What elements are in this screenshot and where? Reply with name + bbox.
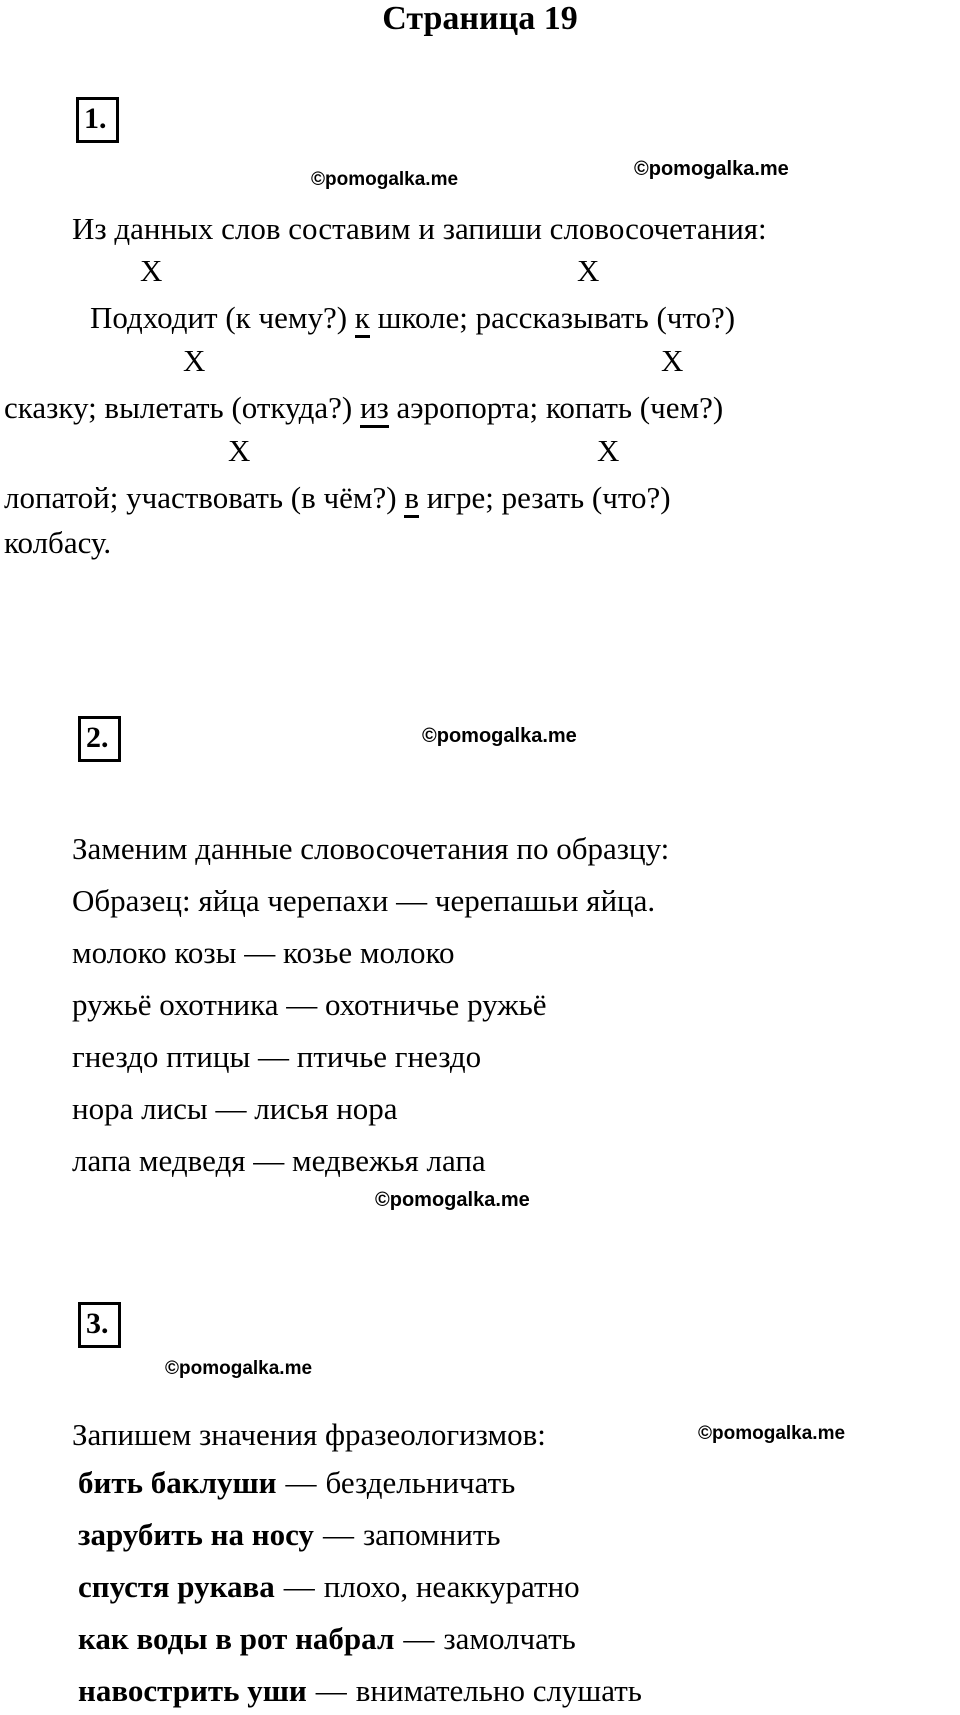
idiom-phrase: как воды в рот набрал [78, 1621, 395, 1656]
exercise1-number: 1. [84, 102, 107, 135]
dash-separator: — [403, 1621, 435, 1656]
dash-separator: — [322, 1517, 354, 1552]
text-segment: игре; резать (что?) [418, 480, 671, 515]
ex2-task: Заменим данные словосочетания по образцу: [72, 831, 670, 866]
ex3-item [78, 1516, 501, 1554]
idiom-meaning: замолчать [443, 1621, 576, 1656]
exercise2-number-box [78, 716, 121, 762]
watermark: ©pomogalka.me [634, 158, 789, 180]
x-marker: Х [577, 253, 600, 288]
watermark: ©pomogalka.me [422, 725, 577, 747]
x-marker: Х [183, 343, 206, 378]
underlined-preposition: к [355, 300, 370, 338]
ex1-line-kolbasu: колбасу. [4, 525, 112, 560]
ex2-pair: лапа медведя — медвежья лапа [72, 1143, 486, 1178]
dash-separator: — [283, 1569, 315, 1604]
ex3-item [78, 1620, 576, 1658]
x-marker: Х [228, 433, 251, 468]
text-segment: сказку; вылетать (откуда?) [4, 390, 360, 425]
idiom-phrase: спустя рукава [78, 1569, 275, 1604]
ex1-line-skazku [4, 389, 723, 427]
ex3-task: Запишем значения фразеологизмов: [72, 1417, 546, 1452]
watermark: ©pomogalka.me [165, 1358, 313, 1379]
watermark: ©pomogalka.me [311, 169, 459, 190]
idiom-phrase: бить баклуши [78, 1465, 277, 1500]
ex3-item [78, 1464, 515, 1502]
idiom-meaning: запомнить [362, 1517, 501, 1552]
idiom-meaning: бездельничать [325, 1465, 516, 1500]
idiom-phrase: зарубить на носу [78, 1517, 314, 1552]
ex1-line-lopatoy [4, 479, 671, 517]
underlined-preposition: в [404, 480, 419, 518]
dash-separator: — [285, 1465, 317, 1500]
text-segment: школе; рассказывать (что?) [369, 300, 736, 335]
ex2-pair: молоко козы — козье молоко [72, 935, 455, 970]
ex2-pair: нора лисы — лисья нора [72, 1091, 398, 1126]
x-marker: Х [597, 433, 620, 468]
text-segment: лопатой; участвовать (в чём?) [4, 480, 405, 515]
text-segment: аэропорта; копать (чем?) [388, 390, 724, 425]
exercise2-number: 2. [86, 721, 109, 754]
watermark: ©pomogalka.me [698, 1423, 846, 1444]
text-segment: Подходит (к чему?) [90, 300, 355, 335]
page-title: Страница 19 [382, 0, 578, 37]
exercise3-number: 3. [86, 1307, 109, 1340]
ex2-pair: ружьё охотника — охотничье ружьё [72, 987, 547, 1022]
ex2-pair: гнездо птицы — птичье гнездо [72, 1039, 482, 1074]
idiom-phrase: навострить уши [78, 1673, 307, 1708]
idiom-meaning: плохо, неаккуратно [323, 1569, 580, 1604]
x-marker: Х [140, 253, 163, 288]
watermark: ©pomogalka.me [375, 1189, 530, 1211]
underlined-preposition: из [360, 390, 389, 428]
exercise1-number-box [76, 97, 119, 143]
ex3-item [78, 1568, 580, 1606]
exercise3-number-box [78, 1302, 121, 1348]
x-marker: Х [661, 343, 684, 378]
dash-separator: — [315, 1673, 347, 1708]
idiom-meaning: внимательно слушать [355, 1673, 642, 1708]
ex2-example: Образец: яйца черепахи — черепашьи яйца. [72, 883, 656, 918]
ex1-task: Из данных слов составим и запиши словосочетания: [72, 211, 767, 246]
ex3-item [78, 1672, 642, 1710]
ex1-line-podhodit [90, 299, 735, 337]
